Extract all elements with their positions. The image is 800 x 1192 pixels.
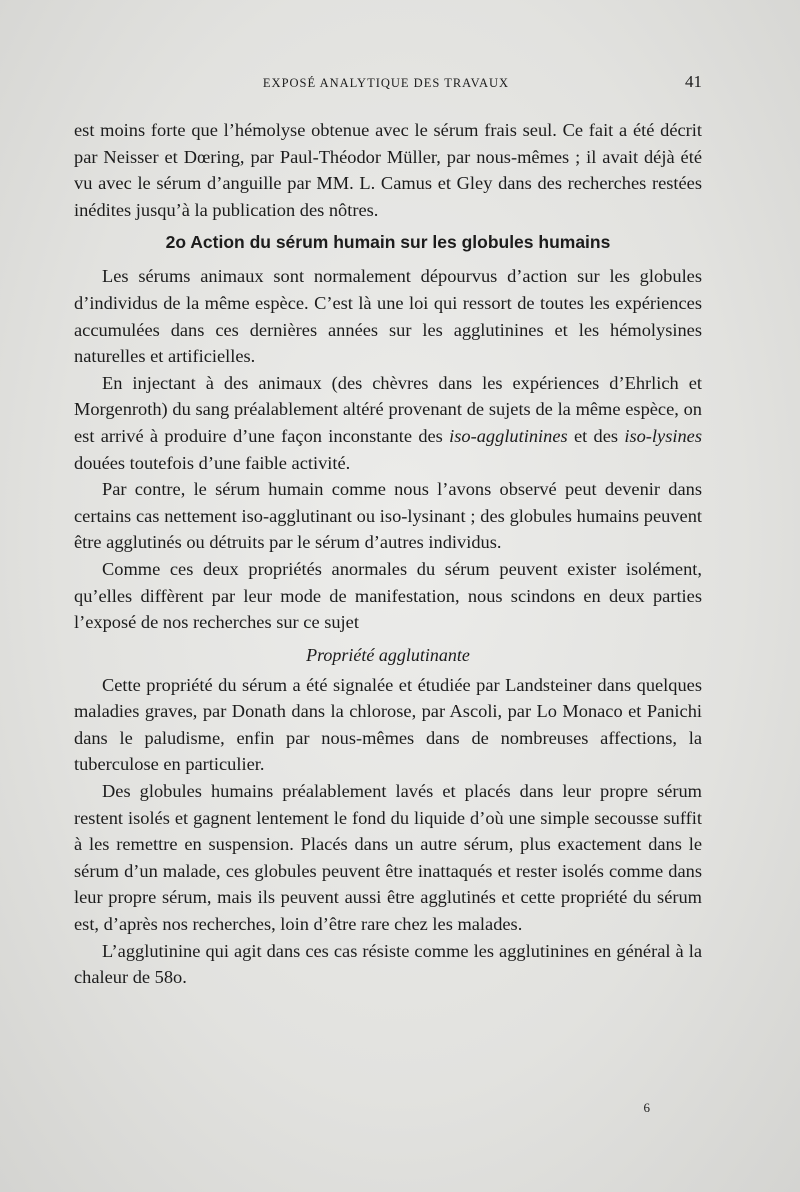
body-text — [74, 117, 702, 991]
paragraph-7: Des globules humains préalablement lavés et placés dans leur propre sérum restent isolés et gagnent lentement le fond du liquide d’où une simple secousse suffit à les remettre en suspension. Placés dans un autre sérum, plus exactement dans le sérum d’un malade, ces globules peuvent être inattaqués et rester isolés comme dans leur propre sérum, mais ils peuvent aussi être agglutinés et cette propriété du sérum est, d’après nos recherches, loin d’être rare chez les malades. — [74, 781, 702, 935]
term-iso-agglutinines: iso-agglutinines — [449, 425, 568, 446]
paragraph-3-text-c: douées toutefois d’une faible activité. — [74, 452, 351, 473]
paragraph-3 — [74, 370, 702, 476]
paragraph-4: Par contre, le sérum humain comme nous l’avons observé peut devenir dans certains cas nettement iso-agglutinant ou iso-lysinant ; des globules humains peuvent être agglutinés ou détruits par le sérum d’autres individus. — [74, 479, 702, 553]
paragraph-1: est moins forte que l’hémolyse obtenue avec le sérum frais seul. Ce fait a été décrit par Neisser et Dœring, par Paul-Théodor Müller, par nous-mêmes ; il avait déjà été vu avec le sérum d’anguille par MM. L. Camus et Gley dans des recherches restées inédites jusqu’à la publication des nôtres. — [74, 120, 702, 220]
signature-mark: 6 — [643, 1100, 650, 1115]
paragraph-5: Comme ces deux propriétés anormales du sérum peuvent exister isolément, qu’elles diffèrent par leur mode de manifestation, nous scindons en deux parties l’exposé de nos recherches sur ce sujet — [74, 558, 702, 633]
subheading: Propriété agglutinante — [306, 644, 470, 665]
paragraph-8: L’agglutinine qui agit dans ces cas résiste comme les agglutinines en général à la chaleur de 58o. — [74, 940, 702, 988]
running-title: EXPOSÉ ANALYTIQUE DES TRAVAUX — [262, 76, 510, 90]
paragraph-3-text-b: et des — [567, 425, 625, 446]
page-header — [70, 72, 702, 96]
paragraph-6: Cette propriété du sérum a été signalée et étudiée par Landsteiner dans quelques maladies graves, par Donath dans la chlorose, par Ascoli, par Lo Monaco et Panichi dans le paludisme, enfin par nous-mêmes dans de nombreuses affections, la tuberculose en particulier. — [74, 674, 702, 775]
paragraph-2: Les sérums animaux sont normalement dépourvus d’action sur les globules d’individus de la même espèce. C’est là une loi qui ressort de toutes les expériences accumulées dans ces dernières années sur les agglutinines et les hémolysines naturelles et artificielles. — [74, 266, 702, 367]
section-heading: 2o Action du sérum humain sur les globules humains — [165, 232, 611, 253]
page-number: 41 — [685, 72, 702, 91]
paragraph-3-text-a: En injectant à des animaux (des chèvres dans les expériences d’Ehrlich et Morgenroth) du sang préalablement altéré provenant de sujets de la même espèce, on est arrivé à produire d’une façon inconstante des — [74, 372, 702, 446]
term-iso-lysines: iso-lysines — [624, 425, 702, 446]
